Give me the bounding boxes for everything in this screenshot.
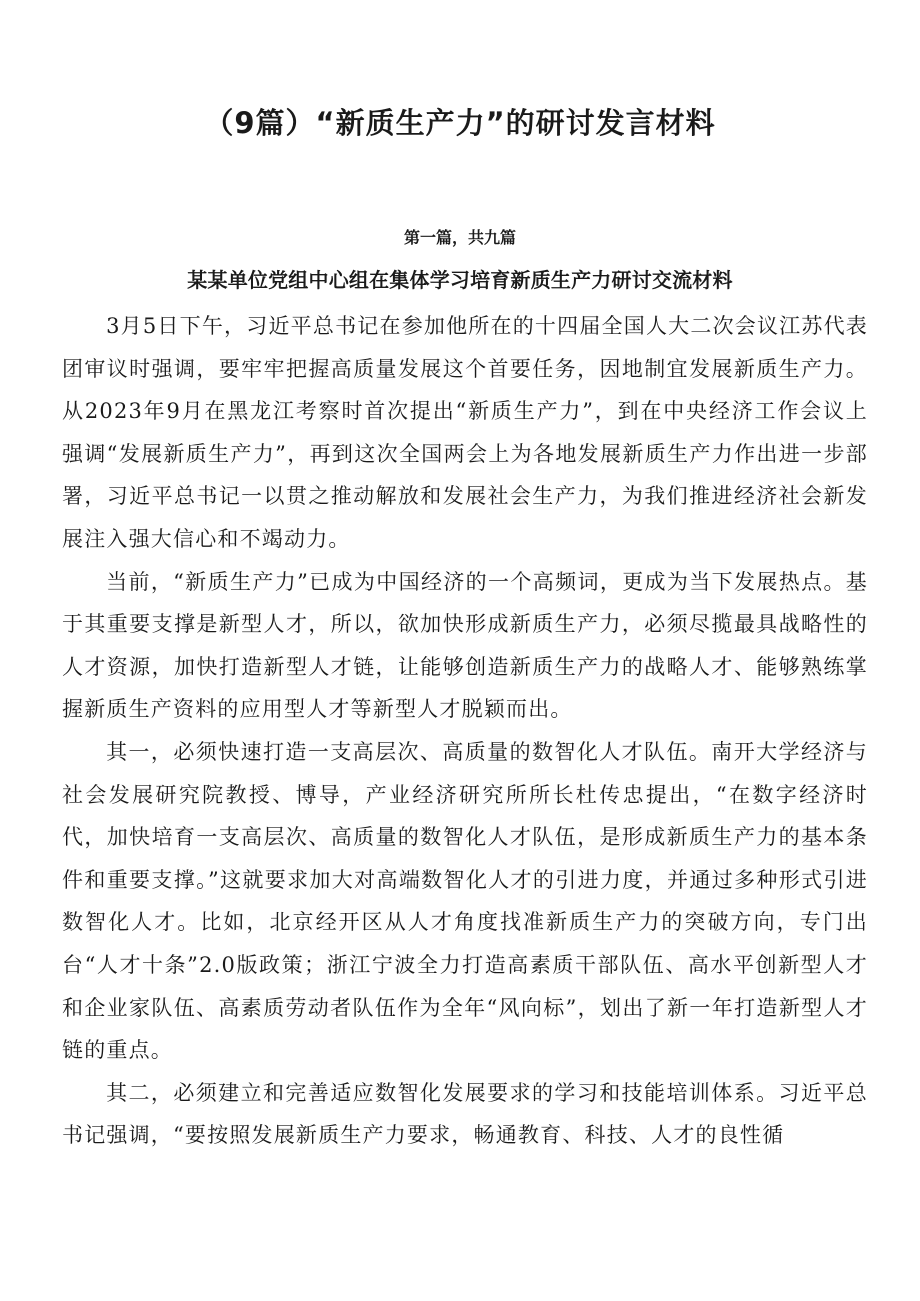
section-title: 某某单位党组中心组在集体学习培育新质生产力研讨交流材料	[187, 268, 733, 292]
paragraph: 3月5日下午，习近平总书记在参加他所在的十四届全国人大二次会议江苏代表团审议时强调，要牢牢把握高质量发展这个首要任务，因地制宜发展新质生产力。从2023年9月在黑龙江考察时首次提出“新质生产力”，到在中央经济工作会议上强调“发展新质生产力”，再到这次全国两会上为各地发展新质生产力作出进一步部署，习近平总书记一以贯之推动解放和发展社会生产力，为我们推进经济社会新发展注入强大信心和不竭动力。	[62, 314, 868, 551]
document-body	[62, 305, 868, 1157]
document-title: （9篇）“新质生产力”的研讨发言材料	[204, 106, 716, 140]
paragraph: 其二，必须建立和完善适应数智化发展要求的学习和技能培训体系。习近平总书记强调，“要按照发展新质生产力要求，畅通教育、科技、人才的良性循	[62, 1080, 868, 1148]
paragraph: 当前，“新质生产力”已成为中国经济的一个高频词，更成为当下发展热点。基于其重要支撑是新型人才，所以，欲加快形成新质生产力，必须尽揽最具战略性的人才资源，加快打造新型人才链，让能够创造新质生产力的战略人才、能够熟练掌握新质生产资料的应用型人才等新型人才脱颖而出。	[62, 569, 868, 722]
section-label: 第一篇，共九篇	[403, 228, 516, 247]
paragraph: 其一，必须快速打造一支高层次、高质量的数智化人才队伍。南开大学经济与社会发展研究院教授、博导，产业经济研究所所长杜传忠提出，“在数字经济时代，加快培育一支高层次、高质量的数智化人才队伍，是形成新质生产力的基本条件和重要支撑。”这就要求加大对高端数智化人才的引进力度，并通过多种形式引进数智化人才。比如，北京经开区从人才角度找准新质生产力的突破方向，专门出台“人才十条”2.0版政策；浙江宁波全力打造高素质干部队伍、高水平创新型人才和企业家队伍、高素质劳动者队伍作为全年“风向标”，划出了新一年打造新型人才链的重点。	[62, 739, 868, 1063]
